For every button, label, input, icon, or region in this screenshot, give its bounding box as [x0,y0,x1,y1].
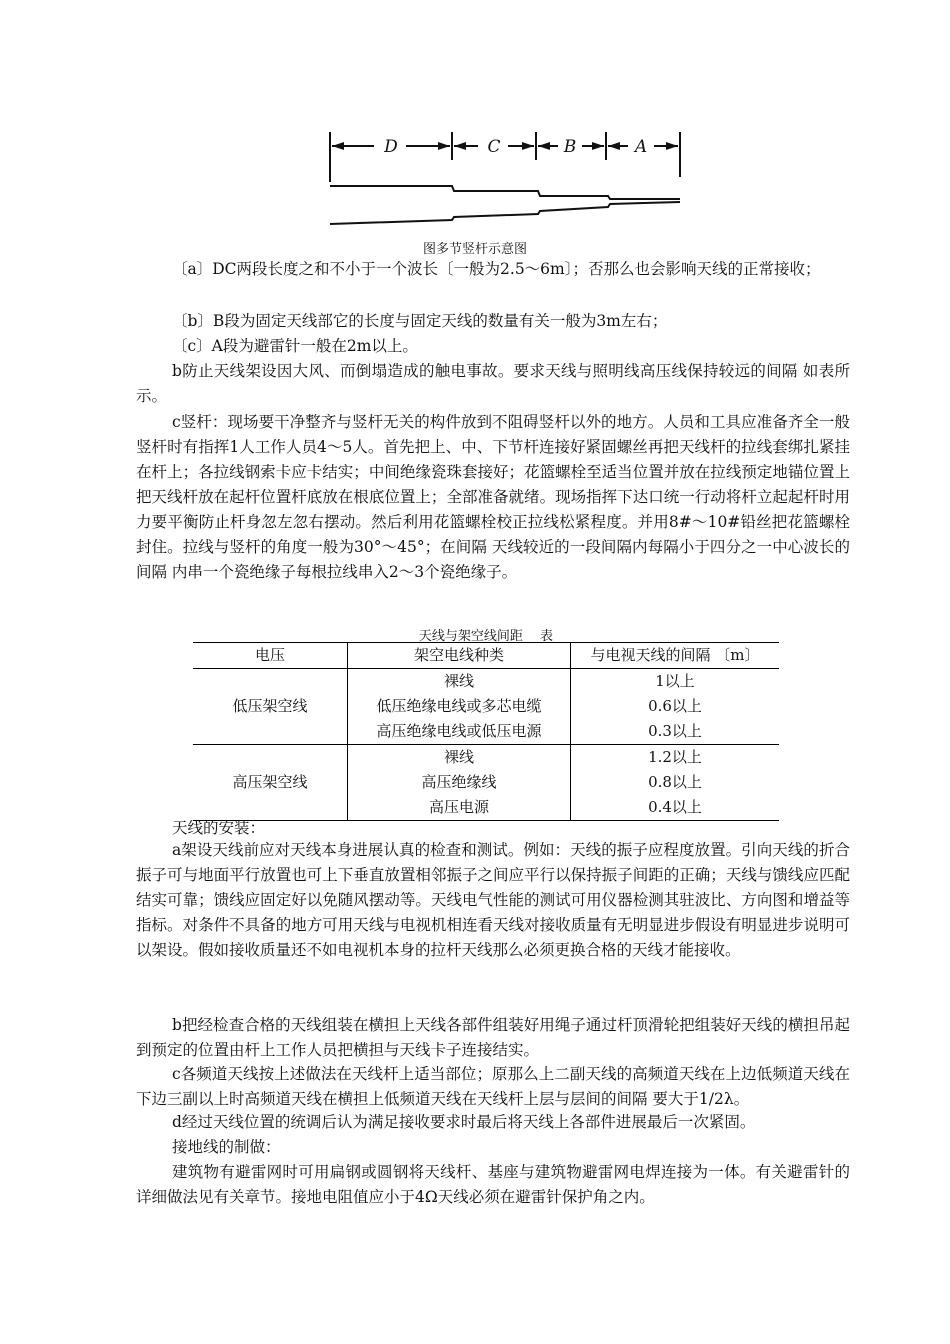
distance-cell: 1以上 [655,672,695,690]
distance-table [193,642,779,821]
paragraph-ground: 建筑物有避雷网时可用扁钢或圆钢将天线杆、基座与建筑物避雷网电焊连接为一体。有关避雷针的详细做法见有关章节。接地电阻值应小于4Ω天线必须在避雷针保护角之内。 [136,1163,850,1206]
section-heading-ground: 接地线的制做： [172,1138,281,1156]
wire-type-cell: 高压电源 [348,795,571,821]
table-row [193,669,779,695]
header-wire-type: 架空电线种类 [348,643,571,669]
paragraph-c-install: c各频道天线按上述做法在天线杆上适当部位；原那么上二副天线的高频道天线在上边低频道天线在下边三副以上时高频道天线在横担上低频道天线在天线杆上层与层间的间隔 要大于1/2λ。 [136,1065,850,1108]
table-row [193,745,779,771]
wire-type-cell: 裸线 [348,745,571,771]
section-heading-install: 天线的安装： [172,819,266,837]
voltage-cell: 低压架空线 [193,669,348,745]
paragraph-b-install: b把经检查合格的天线组装在横担上天线各部件组装好用绳子通过杆顶滑轮把组装好天线的横担吊起到预定的位置由杆上工作人员把横担与天线卡子连接结实。 [136,1016,850,1059]
multi-section-mast-diagram [318,122,694,234]
paragraph-c: 〔c〕A段为避雷针一般在2m以上。 [172,337,418,355]
paragraph-d-install: d经过天线位置的统调后认为满足接收要求时最后将天线上各部件进展最后一次紧固。 [172,1113,756,1131]
wire-type-cell: 裸线 [348,669,571,695]
paragraph-a-install: a架设天线前应对天线本身进展认真的检查和测试。例如：天线的振子应程度放置。引向天线的折合振子可与地面平行放置也可上下垂直放置相邻振子之间应平行以保持振子间距的正确；天线与馈线应匹配结实可靠；馈线应固定好以免随风摆动等。天线电气性能的测试可用仪器检测其驻波比、方向图和增益等指标。对条件不具备的地方可用天线与电视机相连看天线对接收质量有无明显进步假设有明显进步说明可以架设。假如接收质量还不如电视机本身的拉杆天线那么必须更换合格的天线才能接收。 [136,841,850,959]
voltage-cell: 高压架空线 [193,745,348,821]
figure-caption: 图多节竖杆示意图 [422,242,527,257]
paragraph-b-safety: b防止天线架设因大风、而倒塌造成的触电事故。要求天线与照明线高压线保持较远的间隔 如表所示。 [136,362,850,405]
label-c: C [487,137,501,157]
label-a: A [634,137,648,157]
distance-cell: 0.6以上 [648,697,702,715]
distance-cell: 0.3以上 [571,719,780,745]
label-d: D [384,137,398,157]
label-b: B [563,137,577,157]
wire-type-cell: 高压绝缘线 [348,770,571,795]
distance-cell: 0.4以上 [571,795,780,821]
paragraph-c-mast: c竖杆：现场要干净整齐与竖杆无关的构件放到不阻碍竖杆以外的地方。人员和工具应准备齐全一般竖杆时有指挥1人工作人员4～5人。首先把上、中、下节杆连接好紧固螺丝再把天线杆的拉线套绑扎紧挂在杆上；各拉线钢索卡应卡结实；中间绝缘瓷珠套接好；花篮螺栓至适当位置并放在拉线预定地锚位置上把天线杆放在起杆位置杆底放在根底位置上；全部准备就绪。现场指挥下达口统一行动将杆立起起杆时用力要平衡防止杆身忽左忽右摆动。然后利用花篮螺栓校正拉线松紧程度。并用8#～10#铅丝把花篮螺栓封住。拉线与竖杆的角度一般为30°～45°；在间隔 天线较近的一段间隔内每隔小于四分之一中心波长的间隔 内串一个瓷绝缘子每根拉线串入2～3个瓷绝缘子。 [136,413,851,581]
table-caption: 天线与架空线间距 表 [418,629,554,644]
wire-type-cell: 低压绝缘电线或多芯电缆 [348,694,571,719]
header-voltage: 电压 [193,643,348,669]
wire-type-cell: 高压绝缘电线或低压电源 [348,719,571,745]
paragraph-a: 〔a〕DC两段长度之和不小于一个波长〔一般为2.5～6m〕；否那么也会影响天线的正常接收； [172,260,821,278]
table-header-row [193,643,779,669]
paragraph-b: 〔b〕B段为固定天线部它的长度与固定天线的数量有关一般为3m左右； [172,312,668,330]
distance-cell: 1.2以上 [648,748,702,766]
header-distance: 与电视天线的间隔 〔m〕 [571,643,780,669]
distance-cell: 0.8以上 [648,773,702,791]
